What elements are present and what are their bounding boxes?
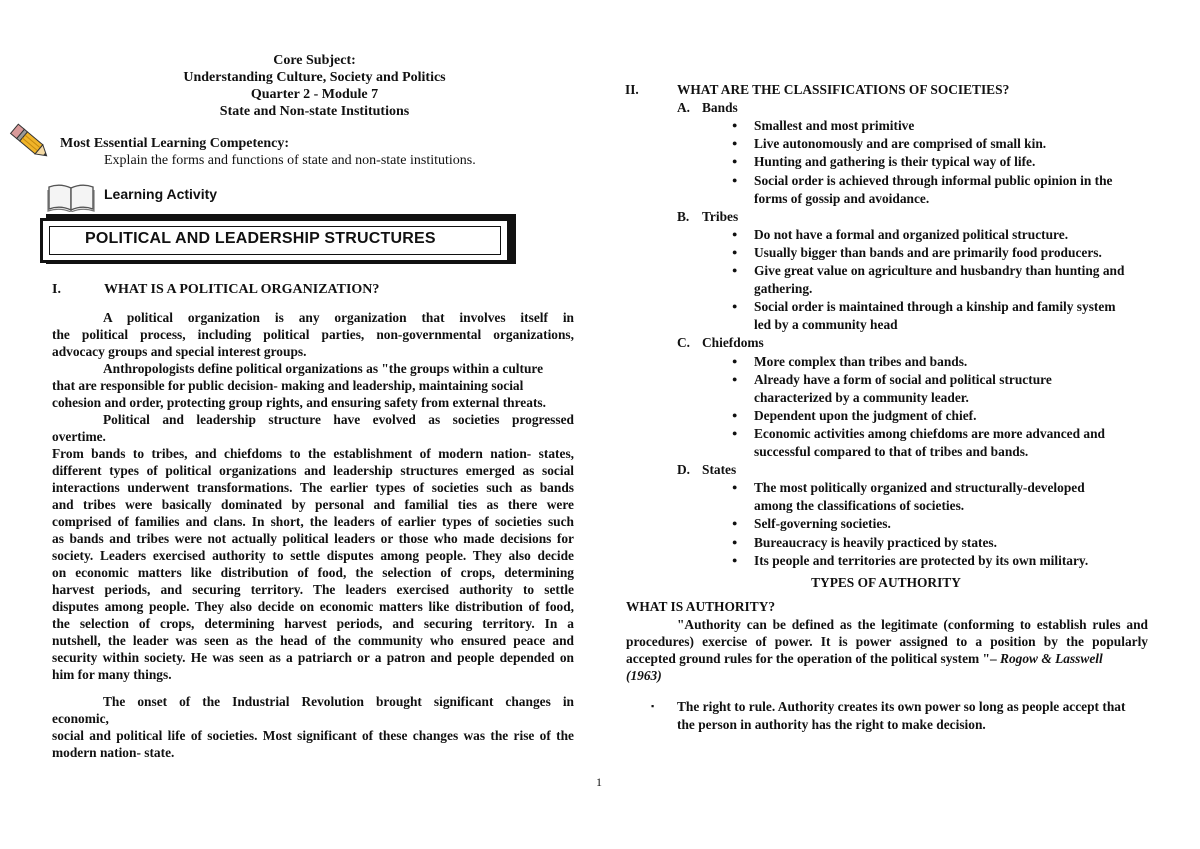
bullet-text: forms of gossip and avoidance. [754,190,930,206]
banner-box [40,218,510,263]
bullet-icon: ● [732,482,738,493]
body-line: modern nation- state. [52,745,175,760]
bullet-text: Live autonomously and are comprised of small kin. [754,136,1047,152]
classification-name: Chiefdoms [702,335,764,351]
body-line: security within society. He was seen as a patriarch or a patron and people depended on [52,650,574,665]
pencil-icon [4,118,54,164]
body-line: different types of political organizations and leadership structures emerged as social [52,463,574,478]
bullet-text: More complex than tribes and bands. [754,353,968,369]
section-1-title: WHAT IS A POLITICAL ORGANIZATION? [104,282,380,297]
citation-year: (1963) [626,667,662,683]
definition-line [626,650,1148,667]
header-line-4: State and Non-state Institutions [219,104,410,119]
header-line-1: Core Subject: [273,53,356,68]
definition-text: accepted ground rules for the operation of the political system "– [626,650,1001,666]
definition-line: procedures) exercise of power. It is power assigned to a position by the popularly [626,633,1148,649]
banner-title: POLITICAL AND LEADERSHIP STRUCTURES [85,230,436,247]
melc-text: Explain the forms and functions of state and non-state institutions. [104,153,476,168]
body-line: comprised of families and clans. In short, the leaders of earlier types of societies such [52,514,574,529]
body-line: overtime. [52,429,106,444]
section-1-body [52,309,574,761]
body-line: on economic matters like distribution of food, the selection of crops, determining [52,565,574,580]
types-of-authority-heading: TYPES OF AUTHORITY [811,574,961,590]
page-number: 1 [596,775,602,789]
melc-title: Most Essential Learning Competency: [60,136,290,151]
bullet-icon: ● [732,427,738,438]
definition-line: "Authority can be defined as the legitimate (conforming to establish rules and [677,616,1148,632]
bullet-icon: ● [732,156,738,167]
body-line: society. Leaders exercised authority to settle disputes among people. They also decide [52,548,574,563]
bullet-icon: ● [732,518,738,529]
bullet-icon: ● [732,174,738,185]
bullet-icon: ● [732,301,738,312]
bullet-text: Smallest and most primitive [754,118,915,134]
section-2-number: II. [625,82,639,97]
body-line: him for many things. [52,667,172,682]
bullet-icon: ● [732,554,738,565]
bullet-text: gathering. [754,281,813,297]
bullet-icon: ● [732,265,738,275]
bullet-text: Social order is achieved through informal public opinion in the [754,172,1113,188]
body-line: that are responsible for public decision- making and leadership, maintaining social [52,378,524,393]
body-line: the selection of crops, determining harvest periods, and securing territory. In a [52,616,574,631]
bullet-text: Social order is maintained through a kinship and family system [754,299,1116,315]
body-line: the political process, including political parties, non-governmental organizations, [52,327,574,342]
body-line: social and political life of societies. Most significant of these changes was the rise of the [52,728,574,743]
bullet-icon: ● [732,355,738,366]
bullet-text: Already have a form of social and political structure [754,371,1052,387]
classification-name: Tribes [702,208,739,224]
body-line: disputes among people. They also decide on economic matters like distribution of food, [52,599,574,614]
bullet-icon: ● [732,246,738,257]
bullet-text: Bureaucracy is heavily practiced by states. [754,534,997,550]
classification-letter: D. [677,462,691,478]
bullet-text: successful compared to that of tribes and bands. [754,444,1029,459]
body-line: Political and leadership structure have evolved as societies progressed [103,412,574,427]
section-1-number: I. [52,282,61,297]
bullet-icon: ▪ [651,700,655,711]
body-line: cohesion and order, protecting group rights, and ensuring safety from external threats. [52,395,546,410]
body-line: as bands and tribes were not actually political leaders or those who made decisions for [52,531,574,546]
bullet-text: led by a community head [754,317,898,333]
body-line: and tribes were basically dominated by personal and familial ties as there were [52,497,574,512]
body-line: nutshell, the leader was seen as the head of the community who ensured peace and [52,633,574,648]
bullet-icon: ● [732,373,738,384]
classification-letter: A. [677,100,691,116]
bullet-text: among the classifications of societies. [754,498,965,514]
bullet-text: Its people and territories are protected by its own military. [754,552,1089,568]
bullet-icon: ● [732,138,738,149]
classification-name: Bands [702,100,738,116]
bullet-text: Give great value on agriculture and husbandry than hunting and [754,263,1125,278]
authority-definition [626,616,1148,684]
classification-letter: B. [677,208,690,224]
learning-activity-label: Learning Activity [104,186,218,202]
module-header [52,52,577,120]
bullet-icon: ● [732,536,738,547]
body-line: interactions underwent transformations. The earlier types of societies such as bands [52,480,574,495]
bullet-text: Dependent upon the judgment of chief. [754,407,977,423]
bullet-icon: ● [732,228,738,239]
bullet-text: The most politically organized and structurally-developed [754,480,1085,496]
body-line: Anthropologists define political organizations as "the groups within a culture [103,361,544,376]
authority-bullet-text: The right to rule. Authority creates its own power so long as people accept that [677,698,1126,714]
body-line: From bands to tribes, and chiefdoms to the establishment of modern nation- states, [52,446,574,461]
open-book-icon [46,182,96,212]
body-line: harvest periods, and securing territory. The leaders exercised authority to settle [52,582,574,597]
header-line-3: Quarter 2 - Module 7 [250,87,379,102]
section-2-title: WHAT ARE THE CLASSIFICATIONS OF SOCIETIES? [677,82,1010,97]
classification-letter: C. [677,335,691,351]
bullet-text: Economic activities among chiefdoms are more advanced and [754,425,1105,441]
body-line: economic, [52,711,109,726]
header-line-2: Understanding Culture, Society and Politics [183,70,446,85]
body-line: The onset of the Industrial Revolution brought significant changes in [103,694,574,709]
body-line: A political organization is any organization that involves itself in [103,310,574,325]
citation-authors: Rogow & Lasswell [1000,650,1103,666]
authority-bullet-text: the person in authority has the right to make decision. [677,717,986,732]
bullet-icon: ● [732,120,738,131]
bullet-text: Usually bigger than bands and are primarily food producers. [754,244,1102,260]
bullet-text: Self-governing societies. [754,516,891,532]
classification-name: States [702,462,737,478]
body-line: advocacy groups and special interest groups. [52,344,307,359]
bullet-text: Hunting and gathering is their typical way of life. [754,154,1036,170]
bullet-text: characterized by a community leader. [754,389,969,405]
bullet-icon: ● [732,409,738,420]
bullet-text: Do not have a formal and organized political structure. [754,226,1069,242]
what-is-authority-heading: WHAT IS AUTHORITY? [626,598,776,614]
